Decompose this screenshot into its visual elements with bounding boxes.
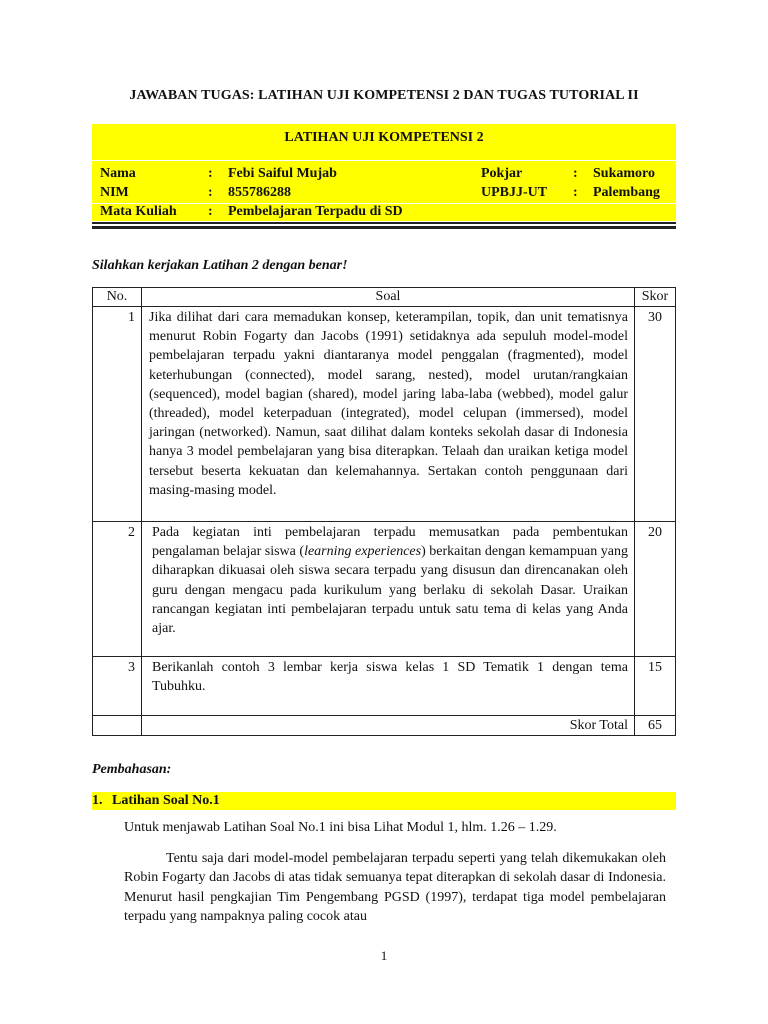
- pokjar-value: Sukamoro: [593, 166, 655, 181]
- question-text: Jika dilihat dari cara memadukan konsep, keterampilan, topik, dan unit tematisnya menurut Robin Fogarty dan Jacobs (1991) setidaknya ada sepuluh model-model pembelajaran terpadu yakni diantaranya model penggalan (fragmented), model keterhubungan (connected), model sarang, nested), model urutan/rangkaian (sequenced), model bagian (shared), model jaring laba-laba (webbed), model galur (threaded), model keterpaduan (integrated), model celupan (immersed), model jaringan (networked). Namun, saat dilihat dalam konteks sekolah dasar di Indonesia hanya 3 model pembelajaran yang bisa diterapkan. Telaah dan uraikan ketiga model tersebut beserta kekuatan dan kelemahannya. Sertakan contoh penggunaan dari masing-masing model.: [142, 307, 635, 522]
- header-rule: [92, 222, 676, 224]
- header-divider: [92, 160, 676, 161]
- section-title: Latihan Soal No.1: [112, 793, 220, 808]
- header-no: No.: [93, 288, 142, 307]
- colon: :: [573, 166, 578, 181]
- identity-row-nama: [92, 164, 676, 183]
- upbjj-value: Palembang: [593, 185, 660, 200]
- colon: :: [573, 185, 578, 200]
- section-title: LATIHAN UJI KOMPETENSI 2: [284, 130, 484, 145]
- identity-grid: [92, 161, 676, 221]
- pembahasan-heading: Pembahasan:: [92, 762, 172, 777]
- header-skor: Skor: [635, 288, 676, 307]
- nama-value: Febi Saiful Mujab: [228, 166, 337, 181]
- pokjar-label: Pokjar: [481, 166, 523, 181]
- table-row: [93, 522, 676, 657]
- colon: :: [208, 166, 213, 181]
- row-number: 3: [93, 657, 142, 716]
- identity-row-nim: [92, 183, 676, 202]
- table-row: [93, 307, 676, 522]
- mata-kuliah-label: Mata Kuliah: [100, 204, 177, 219]
- mata-kuliah-value: Pembelajaran Terpadu di SD: [228, 204, 403, 219]
- question-score: 20: [635, 522, 676, 657]
- question-text: Berikanlah contoh 3 lembar kerja siswa kelas 1 SD Tematik 1 dengan tema Tubuhku.: [142, 657, 635, 716]
- question-text: [142, 522, 635, 657]
- upbjj-label: UPBJJ-UT: [481, 185, 548, 200]
- header-rule-thick: [92, 226, 676, 229]
- question-table: [92, 287, 676, 736]
- identity-row-mata-kuliah: [92, 202, 676, 221]
- instruction-text: Silahkan kerjakan Latihan 2 dengan benar!: [92, 258, 348, 273]
- header-soal: Soal: [142, 288, 635, 307]
- total-score: 65: [635, 716, 676, 736]
- total-label: Skor Total: [142, 716, 635, 736]
- empty-cell: [93, 716, 142, 736]
- question-text-italic: learning experiences: [304, 544, 422, 560]
- question-score: 30: [635, 307, 676, 522]
- colon: :: [208, 204, 213, 219]
- table-header-row: [93, 288, 676, 307]
- row-number: 2: [93, 522, 142, 657]
- page-title: JAWABAN TUGAS: LATIHAN UJI KOMPETENSI 2 DAN TUGAS TUTORIAL II: [129, 88, 639, 103]
- identity-header-box: [92, 124, 676, 221]
- paragraph: Tentu saja dari model-model pembelajaran terpadu seperti yang telah dikemukakan oleh Robin Fogarty dan Jacobs di atas tidak semuanya tepat diterapkan di sekolah dasar di Indonesia. Menurut hasil pengkajian Tim Pengembang PGSD (1997), terdapat tiga model pembelajaran terpadu yang nampaknya paling cocok atau: [124, 851, 666, 924]
- paragraph: Untuk menjawab Latihan Soal No.1 ini bisa Lihat Modul 1, hlm. 1.26 – 1.29.: [124, 820, 557, 835]
- page-number: 1: [380, 948, 388, 963]
- nama-label: Nama: [100, 166, 136, 181]
- question-text-part: ) berkaitan dengan kemampuan yang diharapkan dikuasai oleh siswa secara terpadu yang disusun dan direncanakan oleh guru dengan mengacu pada kurikulum yang berlaku di sekolah Dasar. Uraikan rancangan kegiatan inti pembelajaran terpadu untuk satu tema di kelas yang Anda ajar.: [152, 544, 629, 637]
- table-row: [93, 657, 676, 716]
- question-text-part: Pada kegiatan inti pembelajaran terpadu memusatkan pada pembentukan pengalaman belajar siswa (: [152, 525, 628, 560]
- colon: :: [208, 185, 213, 200]
- section-number: 1.: [92, 793, 103, 808]
- section-heading-1: [92, 792, 676, 810]
- total-row: [93, 716, 676, 736]
- row-number: 1: [93, 307, 142, 522]
- nim-label: NIM: [100, 185, 129, 200]
- nim-value: 855786288: [228, 185, 291, 200]
- question-score: 15: [635, 657, 676, 716]
